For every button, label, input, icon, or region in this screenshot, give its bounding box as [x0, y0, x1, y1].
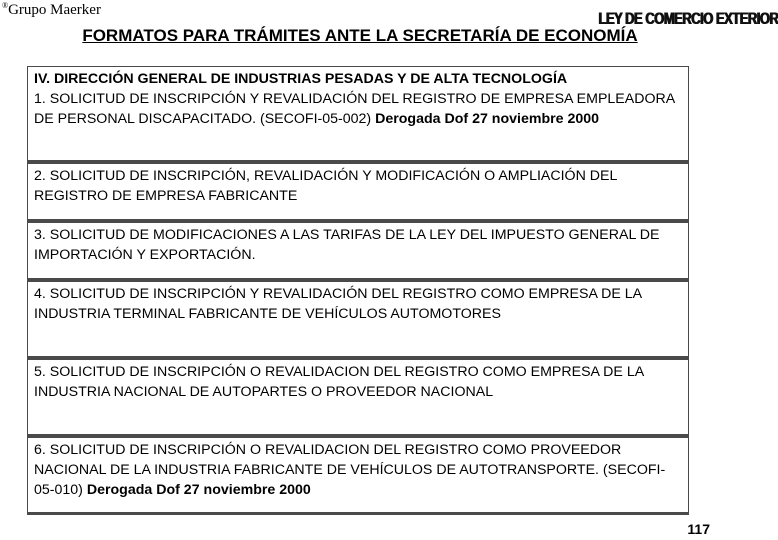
format-item-1[interactable]: [27, 66, 689, 163]
page-number: 117: [687, 521, 710, 537]
format-item-2-text: 2. SOLICITUD DE INSCRIPCIÓN, REVALIDACIÓN Y MODIFICACIÓN O AMPLIACIÓN DEL REGISTRO DE EMPRESA FABRICANTE: [34, 168, 617, 204]
format-item-5[interactable]: [27, 359, 689, 437]
page-title: FORMATOS PARA TRÁMITES ANTE LA SECRETARÍA DE ECONOMÍA: [82, 26, 638, 45]
brand-name: [2, 1, 101, 19]
format-item-5-text: 5. SOLICITUD DE INSCRIPCIÓN O REVALIDACION DEL REGISTRO COMO EMPRESA DE LA INDUSTRIA NACIONAL DE AUTOPARTES O PROVEEDOR NACIONAL: [34, 364, 644, 400]
format-item-4[interactable]: [27, 281, 689, 359]
format-item-3[interactable]: [27, 222, 689, 281]
format-item-6-text: 6. SOLICITUD DE INSCRIPCIÓN O REVALIDACION DEL REGISTRO COMO PROVEEDOR NACIONAL DE LA INDUSTRIA FABRICANTE DE VEHÍCULOS DE AUTOTRANSPORTE. (SECOFI-05-010): [34, 442, 666, 498]
ley-comercio-exterior-logo: LEY DE COMERCIO EXTERIOR: [598, 8, 778, 28]
format-item-1-text: 1. SOLICITUD DE INSCRIPCIÓN Y REVALIDACIÓN DEL REGISTRO DE EMPRESA EMPLEADORA DE PERSONAL DISCAPACITADO. (SECOFI-05-002): [34, 91, 675, 127]
format-item-4-text: 4. SOLICITUD DE INSCRIPCIÓN Y REVALIDACIÓN DEL REGISTRO COMO EMPRESA DE LA INDUSTRIA TERMINAL FABRICANTE DE VEHÍCULOS AUTOMOTORES: [34, 286, 642, 322]
format-item-6[interactable]: [27, 437, 689, 515]
format-item-3-text: 3. SOLICITUD DE MODIFICACIONES A LAS TARIFAS DE LA LEY DEL IMPUESTO GENERAL DE IMPORTACIÓN Y EXPORTACIÓN.: [34, 227, 660, 263]
format-item-1-note: Derogada Dof 27 noviembre 2000: [375, 111, 600, 127]
section-heading: IV. DIRECCIÓN GENERAL DE INDUSTRIAS PESADAS Y DE ALTA TECNOLOGÍA: [34, 71, 568, 87]
registered-mark: ®: [2, 1, 9, 10]
brand-name-text: Grupo Maerker: [8, 2, 101, 18]
format-item-2[interactable]: [27, 163, 689, 222]
format-item-6-note: Derogada Dof 27 noviembre 2000: [86, 482, 311, 498]
